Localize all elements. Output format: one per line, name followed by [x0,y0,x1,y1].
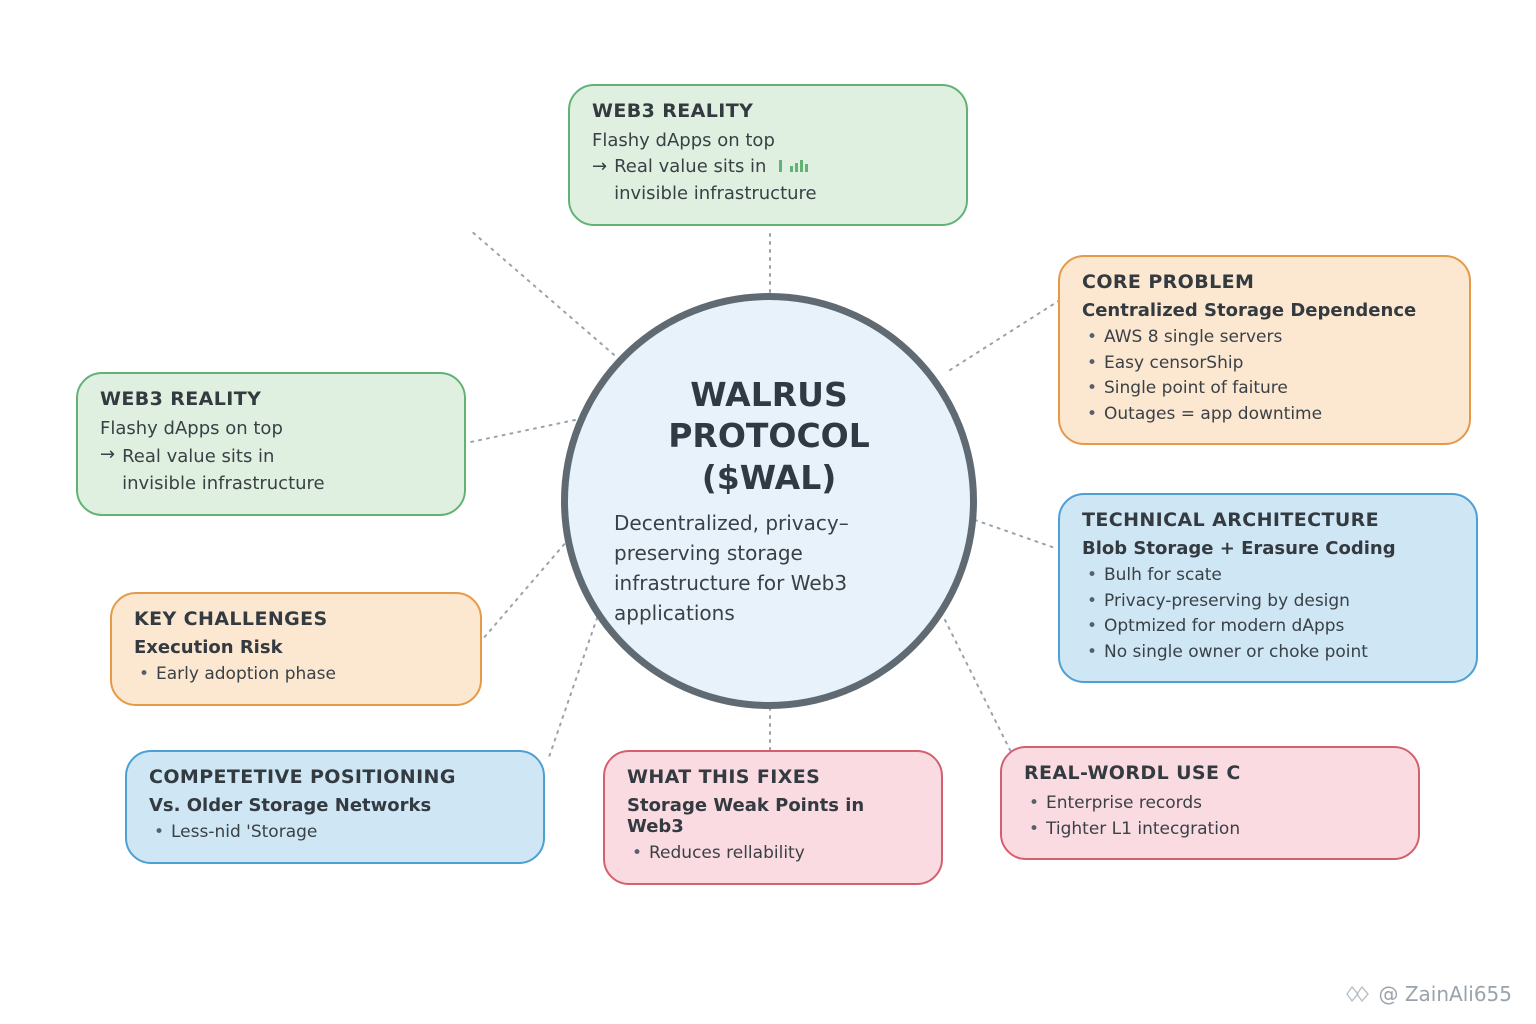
node-line: invisible infrastructure [122,472,325,494]
node-bullet-list [627,841,921,867]
list-item: • No single owner or choke point [1104,640,1456,666]
node-bullet-list [134,662,460,688]
center-title-line1: WALRUS [690,375,848,415]
center-description: Decentralized, privacy–preserving storage infrastructure for Web3 applications [614,510,849,625]
center-title [614,374,924,498]
node-subtitle: Storage Weak Points in Web3 [627,795,865,837]
node-what-this-fixes[interactable] [603,750,943,885]
node-title: WHAT THIS FIXES [627,766,821,788]
center-node [561,293,977,709]
node-title: CORE PROBLEM [1082,271,1255,293]
node-technical-architecture[interactable] [1058,493,1478,683]
node-web3-reality-left[interactable] [76,372,466,516]
node-title: WEB3 REALITY [100,388,262,410]
list-item: • Reduces rellability [649,841,921,867]
list-item: • AWS 8 single servers [1104,325,1449,351]
list-item: • Tighter L1 intecgration [1046,817,1398,843]
node-line: Flashy dApps on top [100,418,283,439]
node-title: REAL-WORDL USE C [1024,762,1241,784]
node-arrow-row [592,155,946,208]
list-item: • Optmized for modern dApps [1104,614,1456,640]
watermark [1346,982,1512,1006]
node-competitive-positioning[interactable] [125,750,545,864]
arrow-right-icon: → [100,444,116,466]
list-item: • Easy censorShip [1104,351,1449,377]
list-item: • Less-nid 'Storage [171,820,523,846]
list-item: • Early adoption phase [156,662,460,688]
node-line: Real value sits in [122,446,275,468]
node-line: Real value sits in [614,156,767,178]
node-bullet-list [1082,325,1449,427]
list-item: • Single point of faiture [1104,376,1449,402]
node-line: Flashy dApps on top [592,130,775,151]
list-item: • Privacy-preserving by design [1104,589,1456,615]
node-subtitle: Vs. Older Storage Networks [149,795,432,816]
node-title: WEB3 REALITY [592,100,754,122]
list-item: • Bulh for scate [1104,563,1456,589]
node-bullet-list [1082,563,1456,665]
node-title: TECHNICAL ARCHITECTURE [1082,509,1380,531]
node-subtitle: Execution Risk [134,637,283,658]
node-subtitle: Blob Storage + Erasure Coding [1082,538,1396,559]
node-core-problem[interactable] [1058,255,1471,445]
arrow-right-icon: → [592,156,608,178]
node-real-world-use-cases[interactable] [1000,746,1420,860]
node-web3-reality-top[interactable] [568,84,968,226]
node-key-challenges[interactable] [110,592,482,706]
list-item: • Outages = app downtime [1104,402,1449,428]
center-title-line2: PROTOCOL ($WAL) [668,416,870,497]
bar-chart-icon [778,158,812,174]
node-title: COMPETETIVE POSITIONING [149,766,456,788]
node-bullet-list [149,820,523,846]
node-title: KEY CHALLENGES [134,608,328,630]
node-subtitle: Centralized Storage Dependence [1082,300,1417,321]
node-line: invisible infrastructure [614,182,817,204]
watermark-handle: @ ZainAli655 [1378,982,1512,1006]
list-item: • Enterprise records [1046,791,1398,817]
diamond-logo-icon [1346,984,1370,1004]
node-bullet-list [1024,791,1398,842]
node-arrow-row [100,443,444,498]
